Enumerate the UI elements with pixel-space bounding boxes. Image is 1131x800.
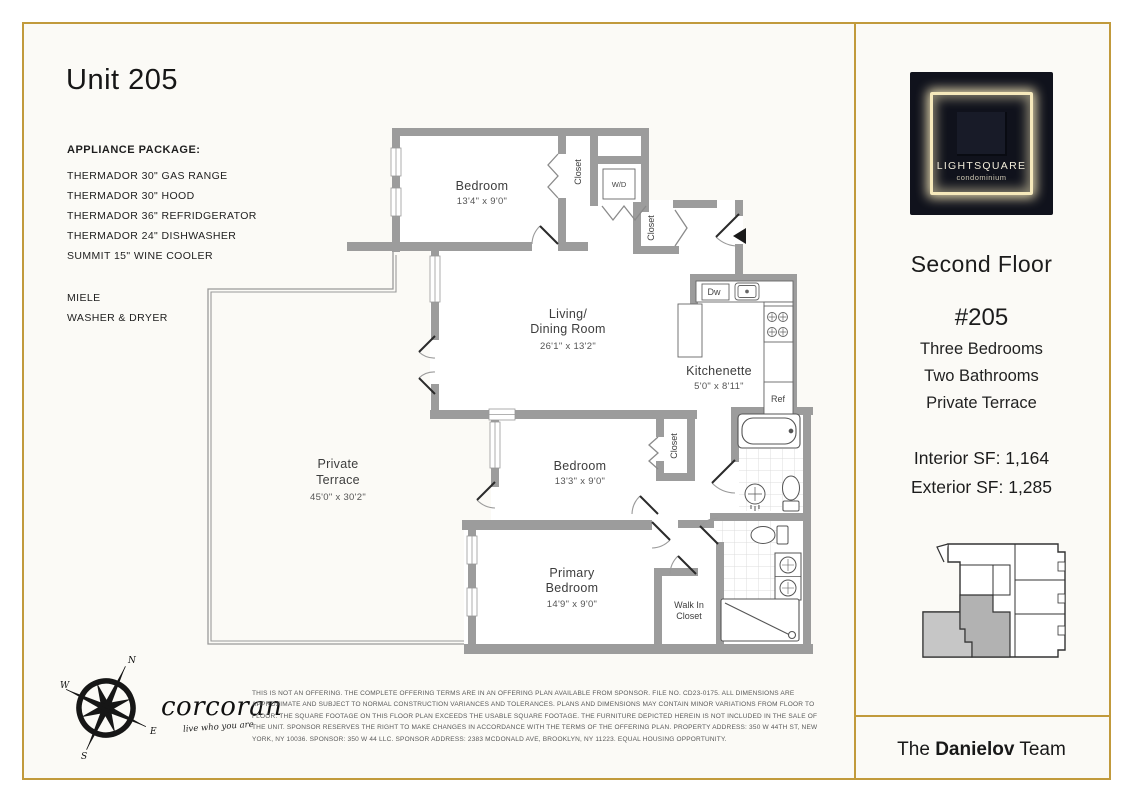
unit-number: #205 xyxy=(954,304,1009,331)
logo-emblem-icon xyxy=(957,112,1007,156)
floor-plan xyxy=(187,114,819,659)
appliance-item: THERMADOR 30" HOOD xyxy=(67,190,195,202)
room-dims-bedroom2: 13'3" x 9'0" xyxy=(554,476,606,487)
room-label-terrace-1: Private xyxy=(317,457,359,471)
room-label-living-1: Living/ xyxy=(548,307,588,321)
shower xyxy=(721,599,799,641)
room-dims-living: 26'1" x 13'2" xyxy=(539,341,597,352)
room-dims-kitchenette: 5'0" x 8'11" xyxy=(694,381,744,392)
appliance-heading: APPLIANCE PACKAGE: xyxy=(67,144,201,156)
team-suffix: Team xyxy=(1014,739,1066,760)
lightsquare-logo xyxy=(910,72,1053,215)
team-divider xyxy=(854,715,1109,717)
logo-name: LIGHTSQUARE xyxy=(936,160,1027,172)
team-name xyxy=(854,739,1109,761)
corcoran-tagline: live who you are xyxy=(182,719,255,735)
room-label-living-2: Dining Room xyxy=(530,322,606,336)
room-label-closet3: Closet xyxy=(669,433,679,459)
compass-s: S xyxy=(81,752,88,762)
appliance-item: SUMMIT 15" WINE COOLER xyxy=(67,250,213,262)
label-dw: Dw xyxy=(707,287,721,297)
feature-item: Three Bedrooms xyxy=(920,340,1043,358)
feature-item: Private Terrace xyxy=(926,394,1037,412)
room-label-bedroom2: Bedroom xyxy=(553,459,607,473)
appliance-item: THERMADOR 24" DISHWASHER xyxy=(67,230,237,242)
page-title: Unit 205 xyxy=(66,64,179,96)
terrace-outline xyxy=(208,252,464,644)
appliance-item: MIELE xyxy=(67,292,101,304)
double-vanity xyxy=(775,553,801,600)
room-label-primary-2: Bedroom xyxy=(545,581,599,595)
kitchen-sink xyxy=(735,283,759,300)
appliance-item: THERMADOR 30" GAS RANGE xyxy=(67,170,228,182)
appliance-item: WASHER & DRYER xyxy=(67,312,168,324)
room-label-walkin-2: Closet xyxy=(676,611,702,621)
sidebar xyxy=(854,24,1109,778)
interior-sf: Interior SF: 1,164 xyxy=(913,448,1050,468)
exterior-sf: Exterior SF: 1,285 xyxy=(910,477,1053,497)
room-label-closet1: Closet xyxy=(573,159,583,185)
room-label-walkin-1: Walk In xyxy=(674,600,704,610)
square-footage xyxy=(854,444,1109,502)
appliance-item: THERMADOR 36" REFRIDGERATOR xyxy=(67,210,257,222)
toilet xyxy=(783,476,800,511)
room-dims-bedroom1: 13'4" x 9'0" xyxy=(456,196,508,207)
corcoran-logo xyxy=(161,692,283,735)
bathtub xyxy=(738,414,800,448)
floor-name: Second Floor xyxy=(910,251,1053,277)
toilet xyxy=(751,526,788,544)
room-label-terrace-2: Terrace xyxy=(316,473,360,487)
logo-subtitle: condominium xyxy=(956,173,1007,182)
compass-w: W xyxy=(60,681,70,691)
room-label-bedroom1: Bedroom xyxy=(455,179,509,193)
compass-n: N xyxy=(128,656,136,666)
compass-e: E xyxy=(150,727,157,737)
team-bold-name: Danielov xyxy=(935,739,1015,760)
feature-item: Two Bathrooms xyxy=(924,367,1039,385)
label-ref: Ref xyxy=(770,394,786,404)
room-label-primary-1: Primary xyxy=(549,566,595,580)
gold-frame xyxy=(22,22,1111,780)
room-label-closet2: Closet xyxy=(646,215,656,241)
corcoran-wordmark: corcoran xyxy=(161,692,283,722)
room-dims-terrace: 45'0" x 30'2" xyxy=(309,492,367,503)
legal-disclaimer: THIS IS NOT AN OFFERING. THE COMPLETE OFFERING TERMS ARE IN AN OFFERING PLAN AVAILABLE FROM SPONSOR. FILE NO. CD23-0175. ALL DIMENSIONS ARE APPROXIMATE AND SUBJECT TO NORMAL CONSTRUCTION VARIANCES AND TOLERANCES. PLANS AND DIMENSIONS MAY CONTAIN MINOR VARIATIONS FROM FLOOR TO FLOOR. THE SQUARE FOOTAGE ON THIS FLOOR PLAN EXCEEDS THE USABLE SQUARE FOOTAGE. THE FURNITURE DEPICTED HEREIN IS NOT INCLUDED IN THE SALE OF THE UNIT. SPONSOR RESERVES THE RIGHT TO MAKE CHANGES IN ACCORDANCE WITH THE TERMS OF THE OFFERING PLAN. PROPERTY ADDRESS: 350 W 44TH ST, NEW YORK, NY 10036. SPONSOR: 350 W 44 LLC. SPONSOR ADDRESS: 2383 MCDONALD AVE, BROOKLYN, NY 11223. EQUAL HOUSING OPPORTUNITY. xyxy=(252,690,818,743)
room-label-kitchenette: Kitchenette xyxy=(686,364,752,378)
label-wd: W/D xyxy=(611,180,627,189)
compass-rose-icon xyxy=(58,652,158,764)
room-dims-primary: 14'9" x 9'0" xyxy=(546,599,598,610)
building-key-plan xyxy=(900,522,1070,662)
team-prefix: The xyxy=(897,739,936,760)
unit-features xyxy=(854,336,1109,417)
